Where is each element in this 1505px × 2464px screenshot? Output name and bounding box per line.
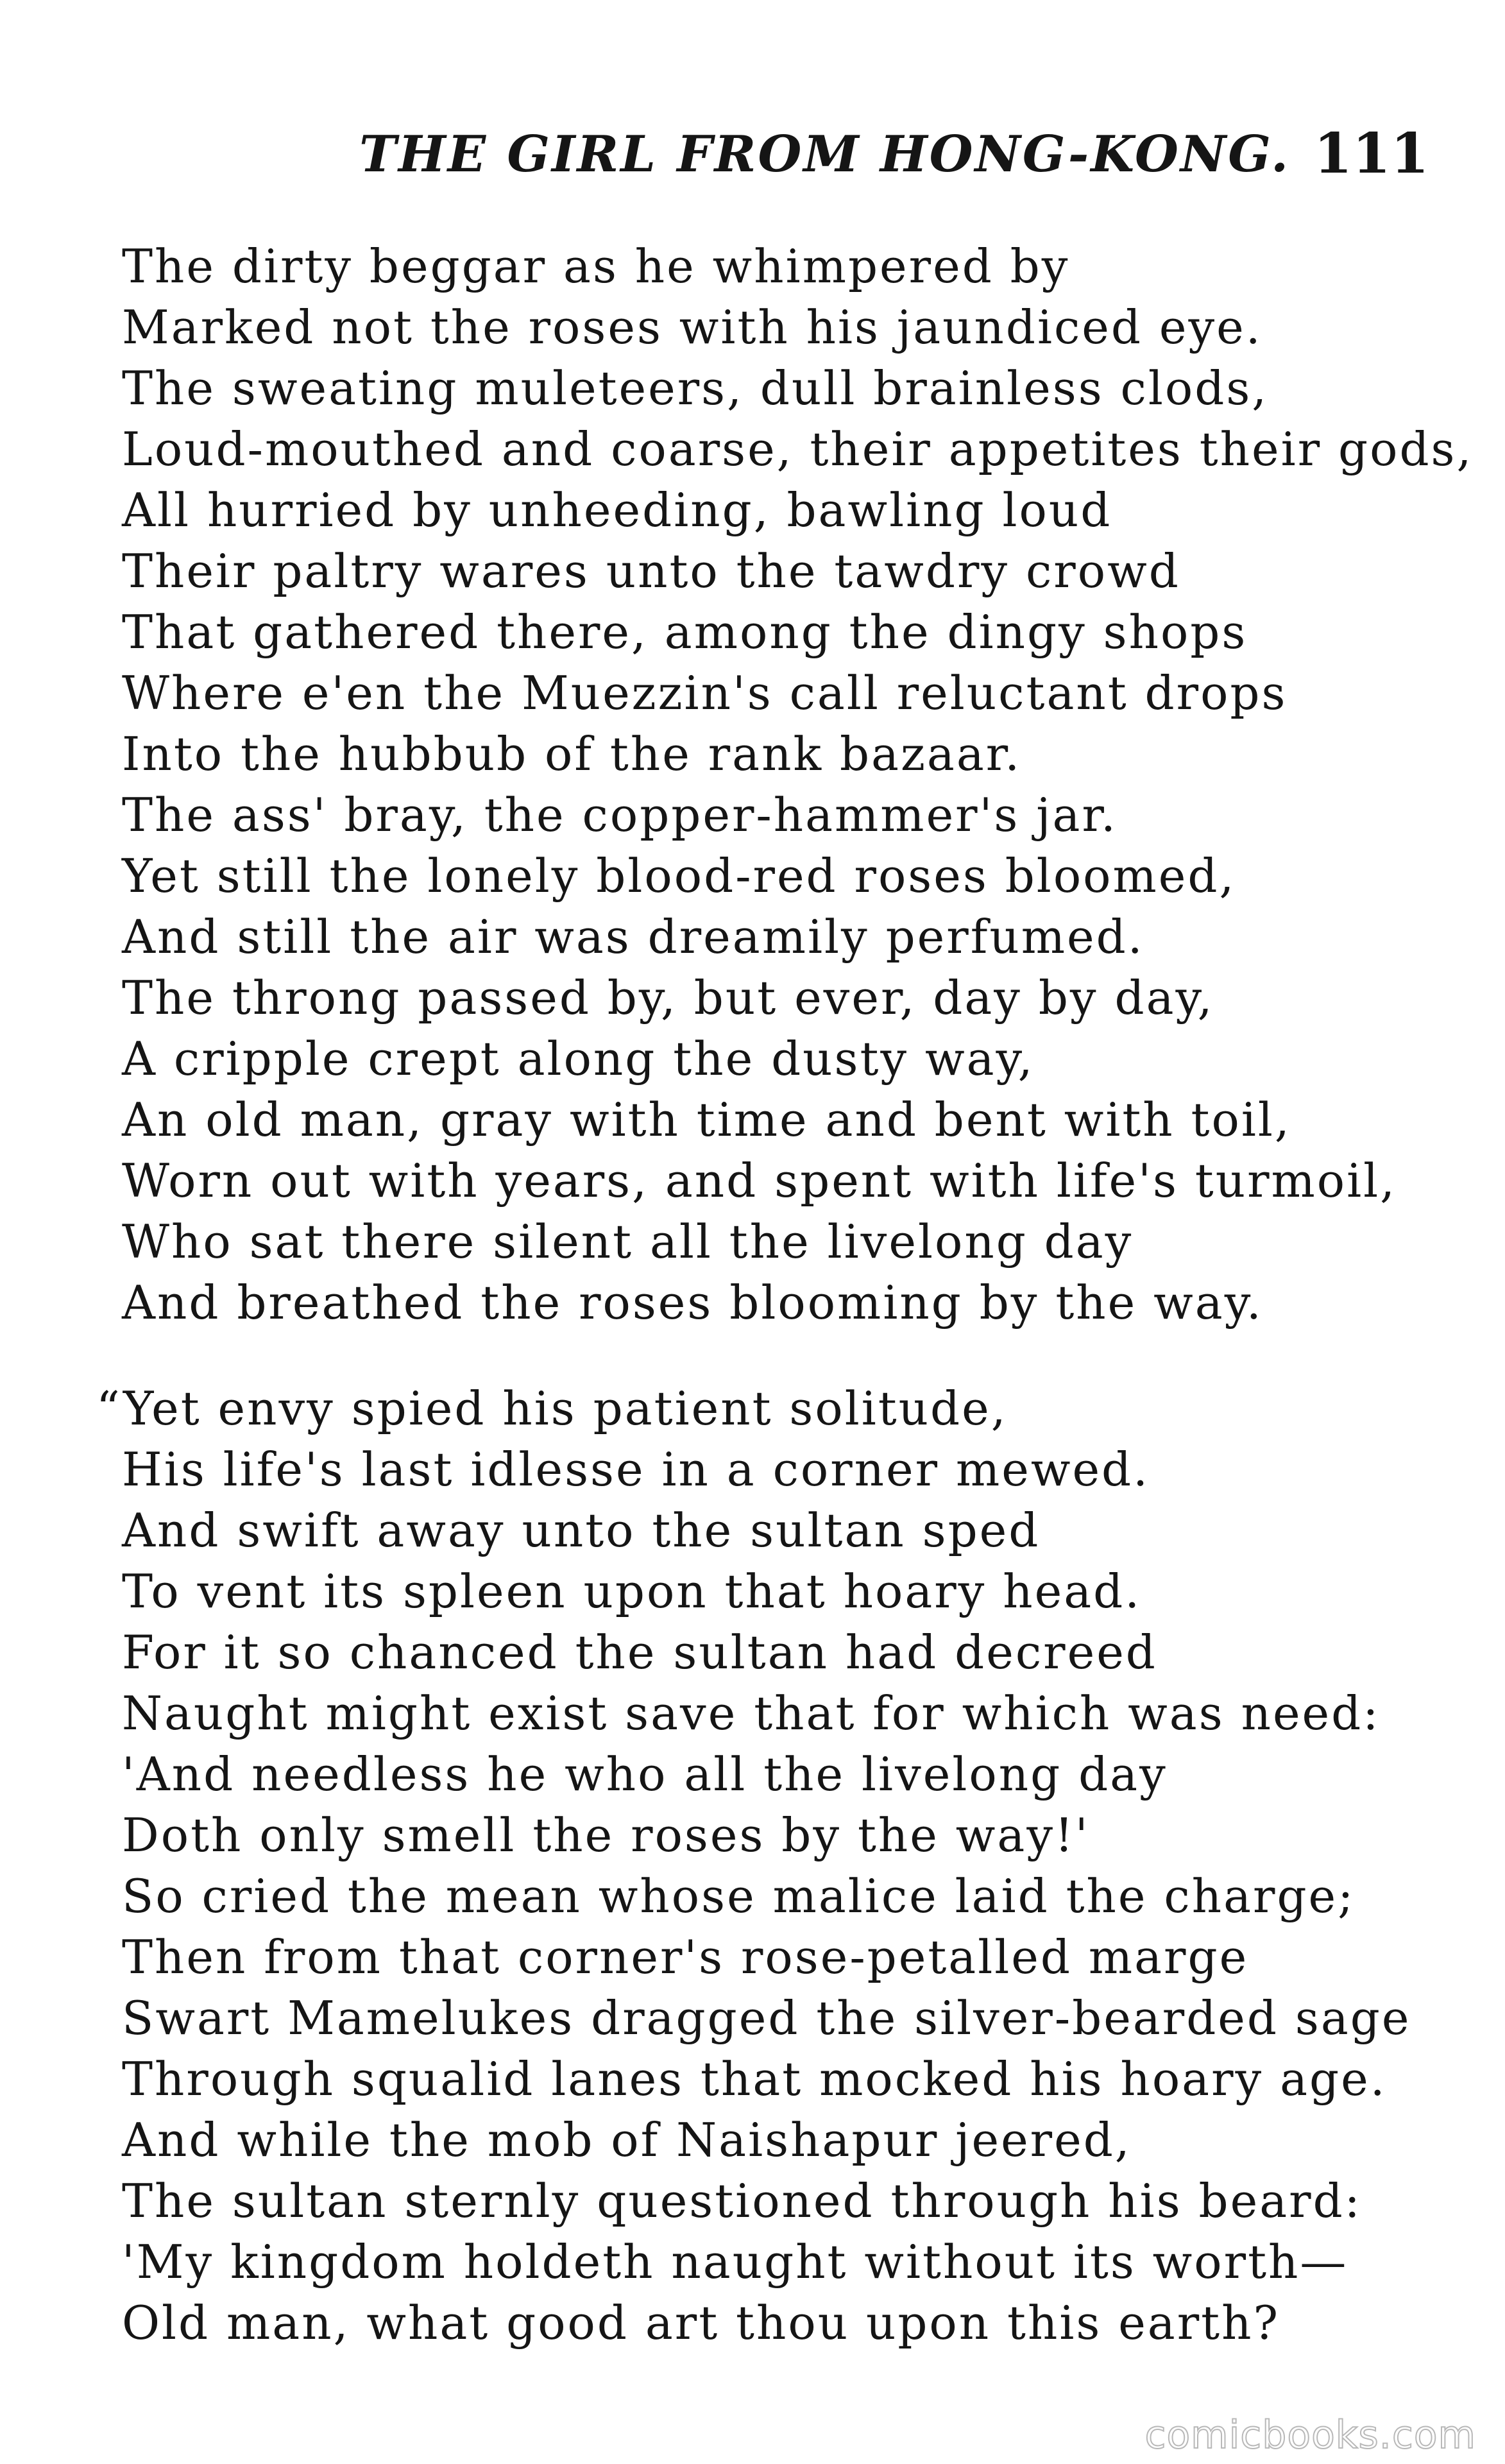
verse-line: All hurried by unheeding, bawling loud bbox=[122, 483, 1112, 537]
verse-line: The dirty beggar as he whimpered by bbox=[122, 239, 1070, 293]
verse-line: So cried the mean whose malice laid the charge; bbox=[122, 1869, 1356, 1923]
stanza-2 bbox=[96, 1378, 1443, 2354]
watermark: comicbooks.com bbox=[1144, 2413, 1476, 2458]
verse-line: Then from that corner's rose-petalled marge bbox=[122, 1930, 1249, 1984]
verse-line: And breathed the roses blooming by the way. bbox=[122, 1276, 1263, 1330]
verse-line: Yet still the lonely blood-red roses bloomed, bbox=[122, 849, 1236, 903]
page-number: 111 bbox=[1314, 121, 1429, 186]
verse-line: Loud-mouthed and coarse, their appetites their gods, bbox=[122, 422, 1474, 476]
verse-line: 'And needless he who all the livelong day bbox=[122, 1747, 1168, 1801]
verse-line: Where e'en the Muezzin's call reluctant drops bbox=[122, 666, 1288, 720]
verse-line: Marked not the roses with his jaundiced eye. bbox=[122, 300, 1263, 354]
verse-line: Into the hubbub of the rank bazaar. bbox=[122, 727, 1022, 781]
verse-line: Worn out with years, and spent with life's turmoil, bbox=[122, 1154, 1397, 1208]
verse-line: To vent its spleen upon that hoary head. bbox=[122, 1564, 1142, 1618]
verse-line: An old man, gray with time and bent with toil, bbox=[122, 1093, 1291, 1147]
verse-line: “Yet envy spied his patient solitude, bbox=[96, 1382, 1008, 1435]
verse-line: For it so chanced the sultan had decreed bbox=[122, 1625, 1157, 1679]
verse-line: 'My kingdom holdeth naught without its worth— bbox=[122, 2235, 1348, 2289]
verse-line: Their paltry wares unto the tawdry crowd bbox=[122, 544, 1180, 598]
verse-line: And while the mob of Naishapur jeered, bbox=[122, 2113, 1132, 2167]
verse-line: And still the air was dreamily perfumed. bbox=[122, 910, 1144, 964]
verse-line: A cripple crept along the dusty way, bbox=[122, 1032, 1035, 1086]
verse-line: Old man, what good art thou upon this earth? bbox=[122, 2296, 1280, 2350]
verse-line: The sultan sternly questioned through his beard: bbox=[122, 2174, 1362, 2228]
verse-line: Swart Mamelukes dragged the silver-bearded sage bbox=[122, 1991, 1411, 2045]
running-title: THE GIRL FROM HONG-KONG. bbox=[359, 125, 1291, 184]
verse-line: Doth only smell the roses by the way!' bbox=[122, 1808, 1090, 1862]
verse-line: Naught might exist save that for which was need: bbox=[122, 1686, 1381, 1740]
verse-line: The throng passed by, but ever, day by day, bbox=[122, 971, 1214, 1025]
verse-line: The sweating muleteers, dull brainless clods, bbox=[122, 361, 1269, 415]
page-header bbox=[0, 112, 1505, 189]
verse-line: That gathered there, among the dingy shops bbox=[122, 605, 1248, 659]
verse-line: Through squalid lanes that mocked his hoary age. bbox=[122, 2052, 1387, 2106]
verse-line: His life's last idlesse in a corner mewed. bbox=[122, 1442, 1150, 1496]
stanza-1 bbox=[122, 236, 1474, 1333]
verse-line: The ass' bray, the copper-hammer's jar. bbox=[122, 788, 1118, 842]
verse-line: And swift away unto the sultan sped bbox=[122, 1503, 1041, 1557]
verse-line: Who sat there silent all the livelong day bbox=[122, 1215, 1134, 1269]
